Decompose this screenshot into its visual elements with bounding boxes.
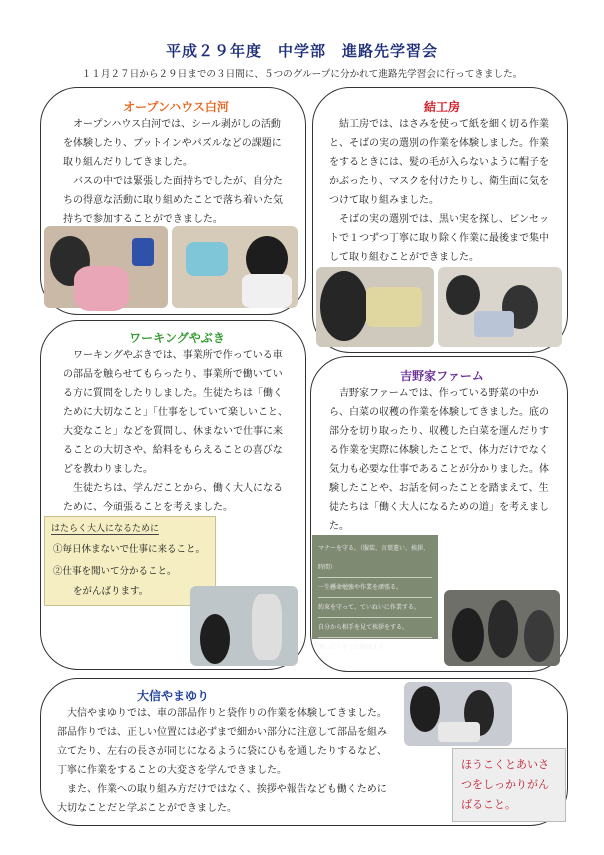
photo-puzzle-task	[172, 226, 298, 308]
note-line: 自分から相手を見て挨拶をする。	[318, 618, 432, 638]
section-paragraph: 結工房では、はさみを使って紙を細く切る作業と、そばの実の選別の作業を体験しました。作業をするときには、髪の毛が入らないように帽子をかぶったり、マスクを付けたりし、衛生面に気をつけて取り組みました。	[329, 119, 549, 206]
section-title: 大信やまゆり	[137, 689, 210, 703]
note-line: ほうこくとあいさつをしっかりがんばること。	[461, 758, 549, 811]
note-line: 一生懸命勉強や作業を頑張る。	[318, 578, 432, 598]
section-title: ワーキングやぶき	[129, 331, 225, 345]
section-paragraph: オープンハウス白河では、シール剥がしの活動を体験したり、ブットインやパズルなどの課題に取り組んだりしてきました。	[63, 119, 282, 168]
section-paragraph: また、作業への取り組み方だけではなく、挨拶や報告なども働くために大切なことだと学ぶことができました。	[57, 784, 387, 814]
note-line: をがんばります。	[73, 586, 149, 597]
note-line: 約束を守って、ていねいに作業する。	[318, 598, 432, 618]
page-subtitle: １１月２７日から２９日までの３日間に、５つのグループに分かれて進路先学習会に行ってきました。	[81, 69, 523, 80]
section-title: 吉野家ファーム	[400, 369, 484, 383]
section-paragraph: バスの中では緊張した面持ちでしたが、自分たちの得意な活動に取り組めたことで落ち着いた気持ちで参加することができました。	[63, 176, 283, 225]
photo-paper-cutting	[316, 267, 434, 347]
photo-sticker-peeling	[44, 226, 168, 308]
note-line: ②仕事を聞いて分かること。	[53, 566, 177, 577]
handwritten-rules-sheet	[312, 535, 438, 651]
note-line: 困ったらすぐに相談する。	[318, 644, 391, 651]
section-paragraph: 大信やまゆりでは、車の部品作りと袋作りの作業を体験してきました。部品作りでは、正しい位置には必ずまで細かい部分に注意して部品を組み立てたり、左右の長さが同じになるように袋にひもを通したりするなど、丁寧に作業をすることの大変さを学んできました。	[57, 708, 387, 776]
photo-harvest	[444, 590, 560, 666]
note-line: ①毎日休まないで仕事に来ること。	[53, 544, 206, 555]
photo-parts-assembly	[404, 682, 512, 746]
section-paragraph: 生徒たちは、学んだことから、働く大人になるために、今頑張ることを考えました。	[63, 483, 283, 513]
section-paragraph: 吉野家ファームでは、作っている野菜の中から、白菜の収穫の作業を体験してきました。底の部分を切り取ったり、収穫した白菜を運んだりする作業を実際に体験したことで、体力だけでなく気力も必要な仕事であることが分かりました。体験したことや、お話を伺ったことを踏まえて、生徒たちは「働く大人になるための道」を考えました。	[329, 388, 549, 532]
photo-interview	[190, 586, 298, 666]
section-paragraph: ワーキングやぶきでは、事業所で作っている車の部品を触らせてもらったり、事業所で働いている方に質問をしたりしました。生徒たちは「働くために大切なこと」「仕事をしていて楽しいこと、大変なこと」などを質問し、休まないで仕事に来ることの大切さや、給料をもらえることの喜びなどを教わりました。	[63, 350, 288, 475]
section-title: 結工房	[423, 100, 460, 114]
handwritten-report-sheet	[452, 748, 566, 822]
section-title: オープンハウス白河	[123, 100, 229, 114]
note-title: はたらく大人になるために	[51, 521, 159, 535]
section-paragraph: そばの実の選別では、黒い実を探し、ピンセットで１つずつ丁寧に取り除く作業に最後まで集中して取り組むことができました。	[329, 214, 549, 263]
note-line: マナーを守る。（服装、言葉遣い、挨拶、時間）	[318, 539, 432, 578]
photo-buckwheat-sorting	[438, 267, 562, 347]
page-title: 平成２９年度 中学部 進路先学習会	[165, 42, 438, 60]
